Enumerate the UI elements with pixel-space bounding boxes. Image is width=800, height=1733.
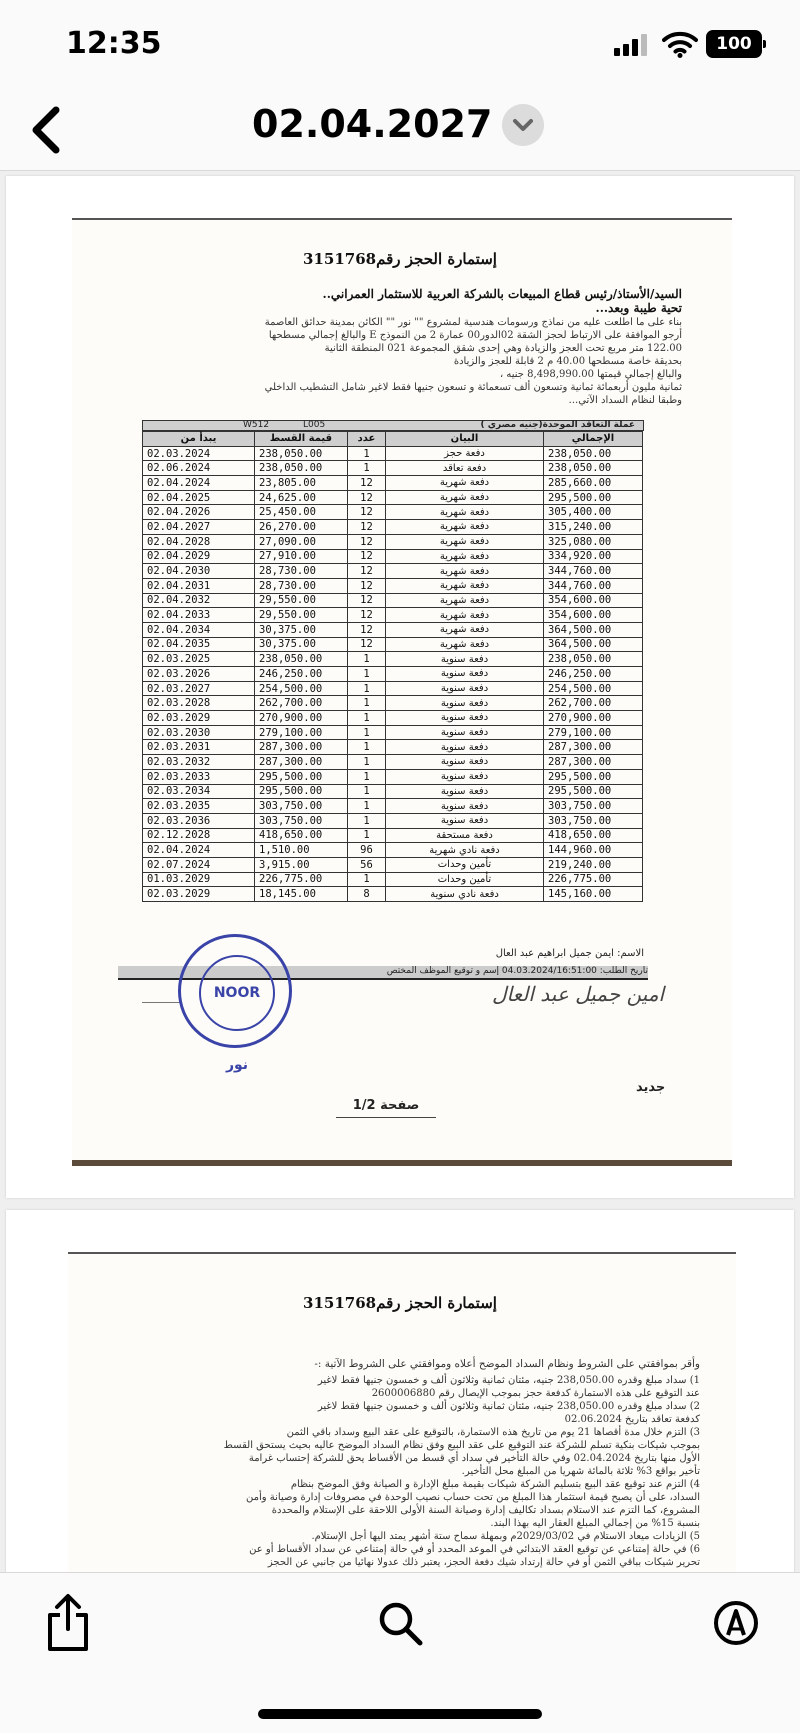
- back-chevron-icon[interactable]: [26, 102, 66, 158]
- installment-cell: 287,300.00: [255, 740, 348, 755]
- start-date-cell: 02.03.2033: [143, 769, 255, 784]
- description-cell: دفعة شهرية: [386, 593, 544, 608]
- total-cell: 305,400.00: [544, 505, 643, 520]
- description-cell: دفعة سنوية: [386, 681, 544, 696]
- term-line: 1) سداد مبلغ وقدره 238,050.00 جنيه، مئتان ثمانية وثلاثون ألف و خمسون جنيها فقط لاغير: [317, 1375, 700, 1386]
- markup-icon[interactable]: [712, 1599, 760, 1647]
- table-header-row: [143, 432, 643, 447]
- description-cell: دفعة سنوية: [386, 652, 544, 667]
- document-title[interactable]: 02.04.2027: [252, 102, 493, 146]
- installment-cell: 23,805.00: [255, 476, 348, 491]
- total-cell: 285,660.00: [544, 476, 643, 491]
- total-cell: 354,600.00: [544, 608, 643, 623]
- count-cell: 12: [348, 549, 386, 564]
- installment-cell: 238,050.00: [255, 652, 348, 667]
- count-cell: 1: [348, 725, 386, 740]
- installment-cell: 26,270.00: [255, 520, 348, 535]
- form-title: إستمارة الحجز رقم3151768: [303, 250, 497, 268]
- installment-cell: 287,300.00: [255, 755, 348, 770]
- payment-schedule-table: [142, 431, 643, 902]
- count-cell: 1: [348, 652, 386, 667]
- term-line: تأخير بواقع 3% ثلاثة بالمائة شهريا من المبلغ محل التأخير.: [461, 1466, 700, 1477]
- total-cell: 334,920.00: [544, 549, 643, 564]
- table-row: [143, 520, 643, 535]
- start-date-cell: 02.04.2024: [143, 476, 255, 491]
- start-date-cell: 02.04.2033: [143, 608, 255, 623]
- installment-cell: 270,900.00: [255, 711, 348, 726]
- total-cell: 418,650.00: [544, 828, 643, 843]
- table-row: [143, 578, 643, 593]
- count-cell: 56: [348, 857, 386, 872]
- description-cell: دفعة نادي سنوية: [386, 887, 544, 902]
- table-row: [143, 828, 643, 843]
- count-cell: 12: [348, 490, 386, 505]
- installment-cell: 24,625.00: [255, 490, 348, 505]
- total-cell: 238,050.00: [544, 461, 643, 476]
- table-row: [143, 843, 643, 858]
- start-date-cell: 02.04.2026: [143, 505, 255, 520]
- intro-line: تحية طيبة وبعد...: [595, 301, 682, 315]
- total-cell: 354,600.00: [544, 593, 643, 608]
- intro-line: 122.00 متر مربع تحت العجز والزيادة وهي إحدى شقق المجموعة 021 المنطقة الثانية: [324, 343, 682, 354]
- count-cell: 12: [348, 608, 386, 623]
- count-cell: 96: [348, 843, 386, 858]
- cellular-signal-icon: [614, 34, 652, 56]
- term-line: تحرير شيكات بباقي الثمن أو في حالة إرتداد شيك دفعة الحجز، يعتبر ذلك عدولا نهائيا من جانبي عن الحجز: [267, 1557, 700, 1568]
- employee-signature-scribble: [142, 1002, 182, 1003]
- table-row: [143, 711, 643, 726]
- total-cell: 364,500.00: [544, 637, 643, 652]
- start-date-cell: 02.03.2027: [143, 681, 255, 696]
- start-date-cell: 02.04.2027: [143, 520, 255, 535]
- customer-name: الاسم: ايمن جميل ابراهيم عبد العال: [495, 948, 644, 959]
- installment-cell: 238,050.00: [255, 461, 348, 476]
- start-date-cell: 02.03.2029: [143, 711, 255, 726]
- table-row: [143, 755, 643, 770]
- pdf-page-2[interactable]: [6, 1210, 794, 1572]
- table-row: [143, 490, 643, 505]
- start-date-cell: 02.03.2030: [143, 725, 255, 740]
- start-date-cell: 02.06.2024: [143, 461, 255, 476]
- table-row: [143, 608, 643, 623]
- start-date-cell: 02.04.2034: [143, 622, 255, 637]
- start-date-cell: 02.04.2029: [143, 549, 255, 564]
- total-cell: 238,050.00: [544, 652, 643, 667]
- terms-list: [80, 1374, 700, 1569]
- installment-cell: 28,730.00: [255, 564, 348, 579]
- customer-signature: امين جميل عبد العال: [492, 982, 665, 1006]
- table-row: [143, 476, 643, 491]
- term-line: كدفعة تعاقد بتاريخ 02.06.2024: [564, 1414, 700, 1425]
- description-cell: دفعة نادي شهرية: [386, 843, 544, 858]
- description-cell: دفعة شهرية: [386, 534, 544, 549]
- table-header-cell: يبدأ من: [143, 432, 255, 447]
- start-date-cell: 02.03.2028: [143, 696, 255, 711]
- total-cell: 287,300.00: [544, 755, 643, 770]
- table-header-cell: قيمة القسط: [255, 432, 348, 447]
- total-cell: 254,500.00: [544, 681, 643, 696]
- total-cell: 295,500.00: [544, 784, 643, 799]
- term-line: بنسبة 15% من إجمالي المبلغ العقار اليه بهذا البند.: [490, 1518, 700, 1529]
- start-date-cell: 02.04.2024: [143, 843, 255, 858]
- installment-cell: 30,375.00: [255, 637, 348, 652]
- description-cell: دفعة سنوية: [386, 667, 544, 682]
- request-line: تاريخ الطلب: 04.03.2024/16:51:00 إسم و توقيع الموظف المختص: [386, 966, 648, 976]
- table-row: [143, 534, 643, 549]
- total-cell: 303,750.00: [544, 813, 643, 828]
- term-line: بموجب شيكات بنكية تسلم للشركة عند التوقيع على عقد البيع وفق نظام السداد الموضح عاليه بحيث يستحق القسط: [223, 1440, 700, 1451]
- start-date-cell: 02.04.2035: [143, 637, 255, 652]
- term-line: المشروع، كما التزم عند الاستلام بسداد تكاليف إدارة وصيانة السنة الأولى اللاحقة على الإستلام والمحددة: [271, 1505, 700, 1516]
- table-row: [143, 740, 643, 755]
- count-cell: 1: [348, 813, 386, 828]
- installment-cell: 18,145.00: [255, 887, 348, 902]
- table-row: [143, 857, 643, 872]
- count-cell: 12: [348, 637, 386, 652]
- total-cell: 219,240.00: [544, 857, 643, 872]
- table-row: [143, 593, 643, 608]
- table-row: [143, 725, 643, 740]
- table-row: [143, 622, 643, 637]
- count-cell: 1: [348, 872, 386, 887]
- total-cell: 145,160.00: [544, 887, 643, 902]
- table-row: [143, 799, 643, 814]
- start-date-cell: 02.04.2028: [143, 534, 255, 549]
- bottom-toolbar: [0, 1572, 800, 1733]
- total-cell: 295,500.00: [544, 490, 643, 505]
- description-cell: دفعة سنوية: [386, 755, 544, 770]
- count-cell: 1: [348, 799, 386, 814]
- table-row: [143, 769, 643, 784]
- start-date-cell: 02.04.2031: [143, 578, 255, 593]
- terms-heading: وأقر بموافقتي على الشروط ونظام السداد الموضح أعلاه وموافقتي على الشروط الآتية :-: [314, 1358, 700, 1370]
- start-date-cell: 02.03.2036: [143, 813, 255, 828]
- intro-line: وطبقا لنظام السداد الآتي...: [568, 395, 682, 406]
- term-line: 5) الزيادات ميعاد الاستلام في 2029/03/02م وبمهلة سماح ستة أشهر يمتد اليها أجل الإستلام.: [311, 1531, 700, 1542]
- table-row: [143, 681, 643, 696]
- table-row: [143, 461, 643, 476]
- term-line: 4) التزم عند توقيع عقد البيع بتسليم الشركة شيكات بقيمة مبلغ الإدارة و الصيانة وفق الموضح بنظام: [290, 1479, 700, 1490]
- count-cell: 1: [348, 696, 386, 711]
- description-cell: دفعة شهرية: [386, 505, 544, 520]
- term-line: السداد، على أن يصبح قيمة استثمار هذا المبلغ من تحت حساب نصيب الوحدة في مصروفات إدارة وصيانة وأمن: [246, 1492, 700, 1503]
- start-date-cell: 01.03.2029: [143, 872, 255, 887]
- description-cell: دفعة شهرية: [386, 622, 544, 637]
- count-cell: 1: [348, 755, 386, 770]
- term-line: 6) في حالة إمتناعي عن توقيع العقد الابتدائي في الموعد المحدد أو في حالة إمتناعي عن سداد الأقساط أو عن: [249, 1544, 700, 1555]
- installment-cell: 1,510.00: [255, 843, 348, 858]
- start-date-cell: 02.12.2028: [143, 828, 255, 843]
- count-cell: 12: [348, 505, 386, 520]
- table-code-b: L005: [303, 420, 326, 430]
- home-indicator[interactable]: [258, 1709, 542, 1719]
- count-cell: 1: [348, 461, 386, 476]
- company-stamp: [178, 934, 292, 1073]
- table-row: [143, 813, 643, 828]
- intro-line: أرجو الموافقة على الارتباط لحجز الشقة 02الدور00 عمارة 2 من النموذج E والبالغ إجمالي مسطحها: [268, 330, 682, 341]
- description-cell: دفعة شهرية: [386, 520, 544, 535]
- description-cell: دفعة سنوية: [386, 725, 544, 740]
- count-cell: 1: [348, 740, 386, 755]
- table-row: [143, 887, 643, 902]
- status-bar: [0, 0, 800, 88]
- battery-indicator: 100: [706, 30, 762, 58]
- new-label: جديد: [636, 1080, 666, 1095]
- installment-cell: 262,700.00: [255, 696, 348, 711]
- description-cell: دفعة شهرية: [386, 637, 544, 652]
- table-caption-bar: [142, 420, 644, 431]
- installment-cell: 246,250.00: [255, 667, 348, 682]
- installment-cell: 28,730.00: [255, 578, 348, 593]
- installment-cell: 226,775.00: [255, 872, 348, 887]
- count-cell: 1: [348, 667, 386, 682]
- intro-line: والبالغ إجمالي قيمتها 8,498,990.00 جنيه ،: [499, 369, 682, 380]
- installment-cell: 254,500.00: [255, 681, 348, 696]
- count-cell: 1: [348, 784, 386, 799]
- start-date-cell: 02.04.2030: [143, 564, 255, 579]
- term-line: عند التوقيع على هذه الاستمارة كدفعة حجز بموجب الإيصال رقم 2600006880: [371, 1388, 700, 1399]
- installment-cell: 295,500.00: [255, 769, 348, 784]
- start-date-cell: 02.03.2031: [143, 740, 255, 755]
- total-cell: 270,900.00: [544, 711, 643, 726]
- table-row: [143, 667, 643, 682]
- count-cell: 1: [348, 828, 386, 843]
- count-cell: 12: [348, 476, 386, 491]
- start-date-cell: 02.03.2024: [143, 446, 255, 461]
- table-row: [143, 505, 643, 520]
- installment-cell: 27,090.00: [255, 534, 348, 549]
- table-row: [143, 784, 643, 799]
- count-cell: 12: [348, 593, 386, 608]
- description-cell: دفعة مستحقة: [386, 828, 544, 843]
- installment-cell: 3,915.00: [255, 857, 348, 872]
- installment-cell: 418,650.00: [255, 828, 348, 843]
- table-header-cell: البيان: [386, 432, 544, 447]
- installment-cell: 29,550.00: [255, 593, 348, 608]
- intro-line: ثمانية مليون أربعمائة ثمانية وتسعون ألف تسعمائة و تسعون جنيها فقط لاغير شامل التشطيب الداخلي: [264, 382, 682, 393]
- wifi-icon: [662, 30, 698, 58]
- installment-cell: 27,910.00: [255, 549, 348, 564]
- total-cell: 238,050.00: [544, 446, 643, 461]
- navigation-bar: [0, 88, 800, 171]
- description-cell: دفعة شهرية: [386, 549, 544, 564]
- start-date-cell: 02.07.2024: [143, 857, 255, 872]
- start-date-cell: 02.03.2029: [143, 887, 255, 902]
- term-line: الأول منها بتاريخ 02.04.2024 وفي حالة التأخير في سداد أي قسط من الأقساط يحق للشركة إحتساب غرامة: [248, 1453, 700, 1464]
- count-cell: 12: [348, 578, 386, 593]
- description-cell: دفعة سنوية: [386, 784, 544, 799]
- count-cell: 8: [348, 887, 386, 902]
- term-line: 2) سداد مبلغ وقدره 238,050.00 جنيه، مئتان ثمانية وثلاثون ألف و خمسون جنيها فقط لاغير: [317, 1401, 700, 1412]
- total-cell: 364,500.00: [544, 622, 643, 637]
- table-row: [143, 446, 643, 461]
- stamp-logo: NOOR نور: [199, 955, 275, 1031]
- count-cell: 1: [348, 446, 386, 461]
- description-cell: دفعة سنوية: [386, 813, 544, 828]
- search-icon[interactable]: [378, 1601, 424, 1647]
- count-cell: 12: [348, 564, 386, 579]
- description-cell: دفعة شهرية: [386, 476, 544, 491]
- description-cell: تأمين وحدات: [386, 872, 544, 887]
- installment-cell: 303,750.00: [255, 813, 348, 828]
- total-cell: 303,750.00: [544, 799, 643, 814]
- start-date-cell: 02.03.2035: [143, 799, 255, 814]
- installment-cell: 30,375.00: [255, 622, 348, 637]
- table-row: [143, 696, 643, 711]
- installment-cell: 25,450.00: [255, 505, 348, 520]
- table-header-cell: الإجمالي: [544, 432, 643, 447]
- total-cell: 344,760.00: [544, 564, 643, 579]
- count-cell: 12: [348, 520, 386, 535]
- intro-line: بناء على ما اطلعت عليه من نماذج ورسومات هندسية لمشروع "" نور "" الكائن بمدينة حدائق العاصمة: [264, 317, 682, 328]
- status-time: 12:35: [66, 26, 162, 61]
- intro-paragraph: [82, 288, 682, 407]
- table-code-a: W512: [243, 420, 270, 430]
- description-cell: دفعة شهرية: [386, 608, 544, 623]
- total-cell: 344,760.00: [544, 578, 643, 593]
- pdf-page-1[interactable]: [6, 176, 794, 1198]
- description-cell: دفعة سنوية: [386, 711, 544, 726]
- form-title-page-2: إستمارة الحجز رقم3151768: [303, 1294, 497, 1312]
- count-cell: 1: [348, 681, 386, 696]
- table-row: [143, 652, 643, 667]
- start-date-cell: 02.04.2025: [143, 490, 255, 505]
- intro-line: السيد/الأستاذ/رئيس قطاع المبيعات بالشركة العربية للاستثمار العمراني..: [322, 287, 682, 301]
- share-icon[interactable]: [44, 1593, 92, 1653]
- start-date-cell: 02.03.2026: [143, 667, 255, 682]
- table-row: [143, 872, 643, 887]
- installment-cell: 238,050.00: [255, 446, 348, 461]
- description-cell: دفعة سنوية: [386, 799, 544, 814]
- total-cell: 315,240.00: [544, 520, 643, 535]
- table-row: [143, 564, 643, 579]
- installment-cell: 279,100.00: [255, 725, 348, 740]
- description-cell: دفعة شهرية: [386, 564, 544, 579]
- table-caption: عملة التعاقد الموحدة(جنيه مصري ): [480, 420, 635, 430]
- total-cell: 279,100.00: [544, 725, 643, 740]
- total-cell: 144,960.00: [544, 843, 643, 858]
- description-cell: دفعة سنوية: [386, 769, 544, 784]
- start-date-cell: 02.03.2032: [143, 755, 255, 770]
- count-cell: 1: [348, 711, 386, 726]
- installment-cell: 29,550.00: [255, 608, 348, 623]
- description-cell: دفعة سنوية: [386, 740, 544, 755]
- description-cell: دفعة سنوية: [386, 696, 544, 711]
- intro-line: بحديقة خاصة مسطحها 40.00 م 2 قابلة للعجز والزيادة: [453, 356, 682, 367]
- total-cell: 262,700.00: [544, 696, 643, 711]
- count-cell: 12: [348, 534, 386, 549]
- count-cell: 1: [348, 769, 386, 784]
- total-cell: 325,080.00: [544, 534, 643, 549]
- description-cell: تأمين وحدات: [386, 857, 544, 872]
- term-line: 3) التزم خلال مدة أقصاها 21 يوم من تاريخ هذه الاستمارة، بالتوقيع على عقد البيع وسداد باقي الثمن: [286, 1427, 700, 1438]
- count-cell: 12: [348, 622, 386, 637]
- total-cell: 295,500.00: [544, 769, 643, 784]
- start-date-cell: 02.03.2025: [143, 652, 255, 667]
- table-header-cell: عدد: [348, 432, 386, 447]
- table-row: [143, 549, 643, 564]
- description-cell: دفعة حجز: [386, 446, 544, 461]
- description-cell: دفعة تعاقد: [386, 461, 544, 476]
- total-cell: 287,300.00: [544, 740, 643, 755]
- start-date-cell: 02.04.2032: [143, 593, 255, 608]
- description-cell: دفعة شهرية: [386, 490, 544, 505]
- total-cell: 226,775.00: [544, 872, 643, 887]
- installment-cell: 303,750.00: [255, 799, 348, 814]
- description-cell: دفعة شهرية: [386, 578, 544, 593]
- page-number-label: صفحة 1/2: [336, 1098, 436, 1118]
- table-row: [143, 637, 643, 652]
- start-date-cell: 02.03.2034: [143, 784, 255, 799]
- title-menu-chevron-icon[interactable]: [502, 104, 544, 146]
- total-cell: 246,250.00: [544, 667, 643, 682]
- installment-cell: 295,500.00: [255, 784, 348, 799]
